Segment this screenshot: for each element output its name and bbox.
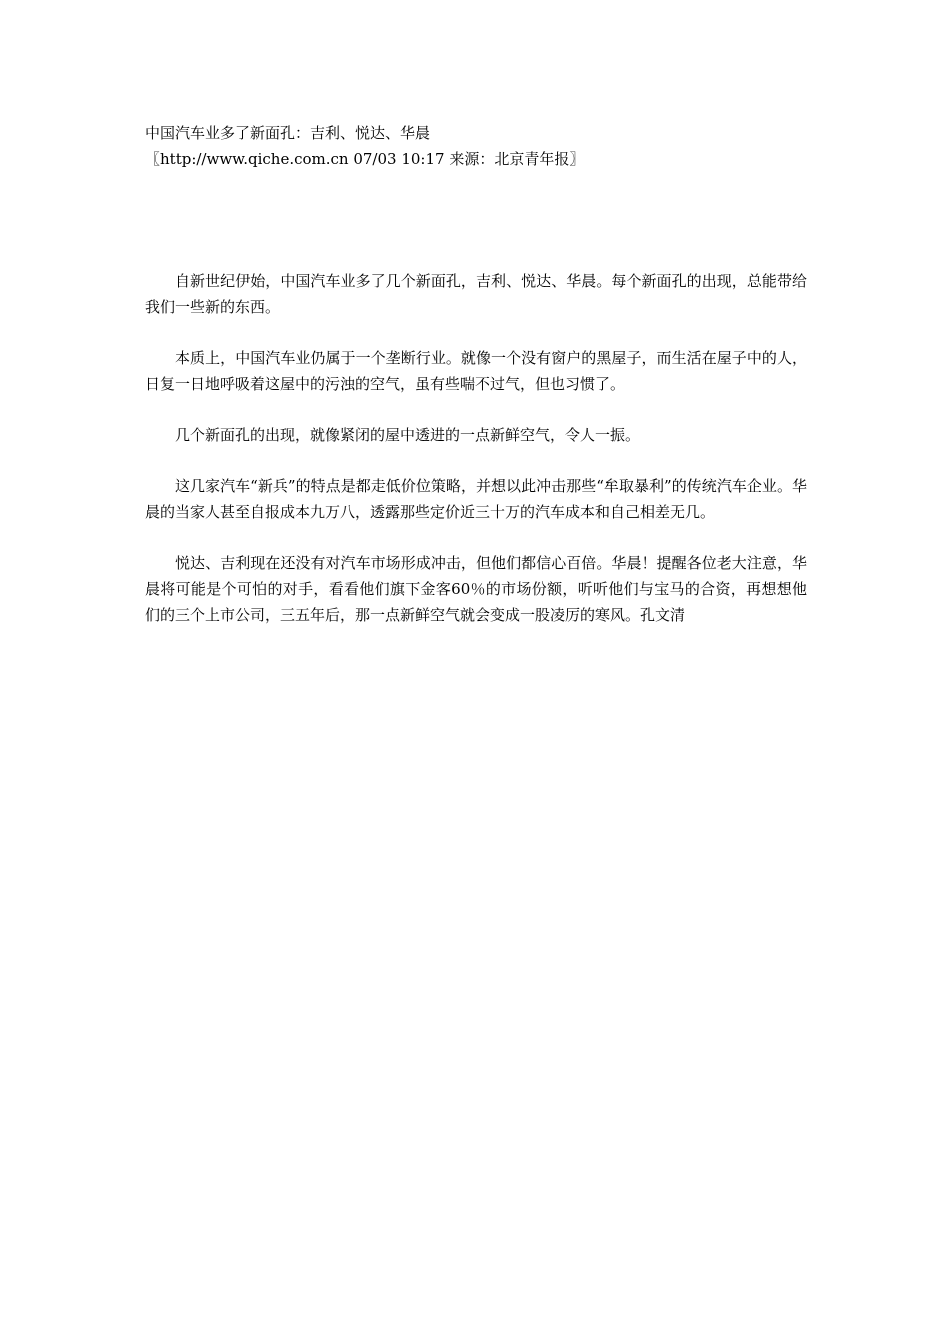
paragraph: 几个新面孔的出现，就像紧闭的屋中透进的一点新鲜空气，令人一振。 bbox=[175, 426, 641, 444]
document-page bbox=[145, 120, 807, 653]
article-source-line: 〖http://www.qiche.com.cn 07/03 10:17 来源：北京青年报〗 bbox=[145, 150, 585, 168]
article-body bbox=[145, 268, 807, 628]
paragraph: 悦达、吉利现在还没有对汽车市场形成冲击，但他们都信心百倍。华晨！提醒各位老大注意，华晨将可能是个可怕的对手，看看他们旗下金客60％的市场份额，听听他们与宝马的合资，再想想他们的三个上市公司，三五年后，那一点新鲜空气就会变成一股凌厉的寒风。孔文清 bbox=[145, 554, 807, 624]
paragraph: 这几家汽车“新兵”的特点是都走低价位策略，并想以此冲击那些“牟取暴利”的传统汽车企业。华晨的当家人甚至自报成本九万八，透露那些定价近三十万的汽车成本和自己相差无几。 bbox=[145, 477, 807, 521]
article-title: 中国汽车业多了新面孔：吉利、悦达、华晨 bbox=[145, 124, 431, 142]
paragraph: 自新世纪伊始，中国汽车业多了几个新面孔，吉利、悦达、华晨。每个新面孔的出现，总能带给我们一些新的东西。 bbox=[145, 272, 807, 316]
paragraph: 本质上，中国汽车业仍属于一个垄断行业。就像一个没有窗户的黑屋子，而生活在屋子中的人，日复一日地呼吸着这屋中的污浊的空气，虽有些喘不过气，但也习惯了。 bbox=[145, 349, 807, 393]
